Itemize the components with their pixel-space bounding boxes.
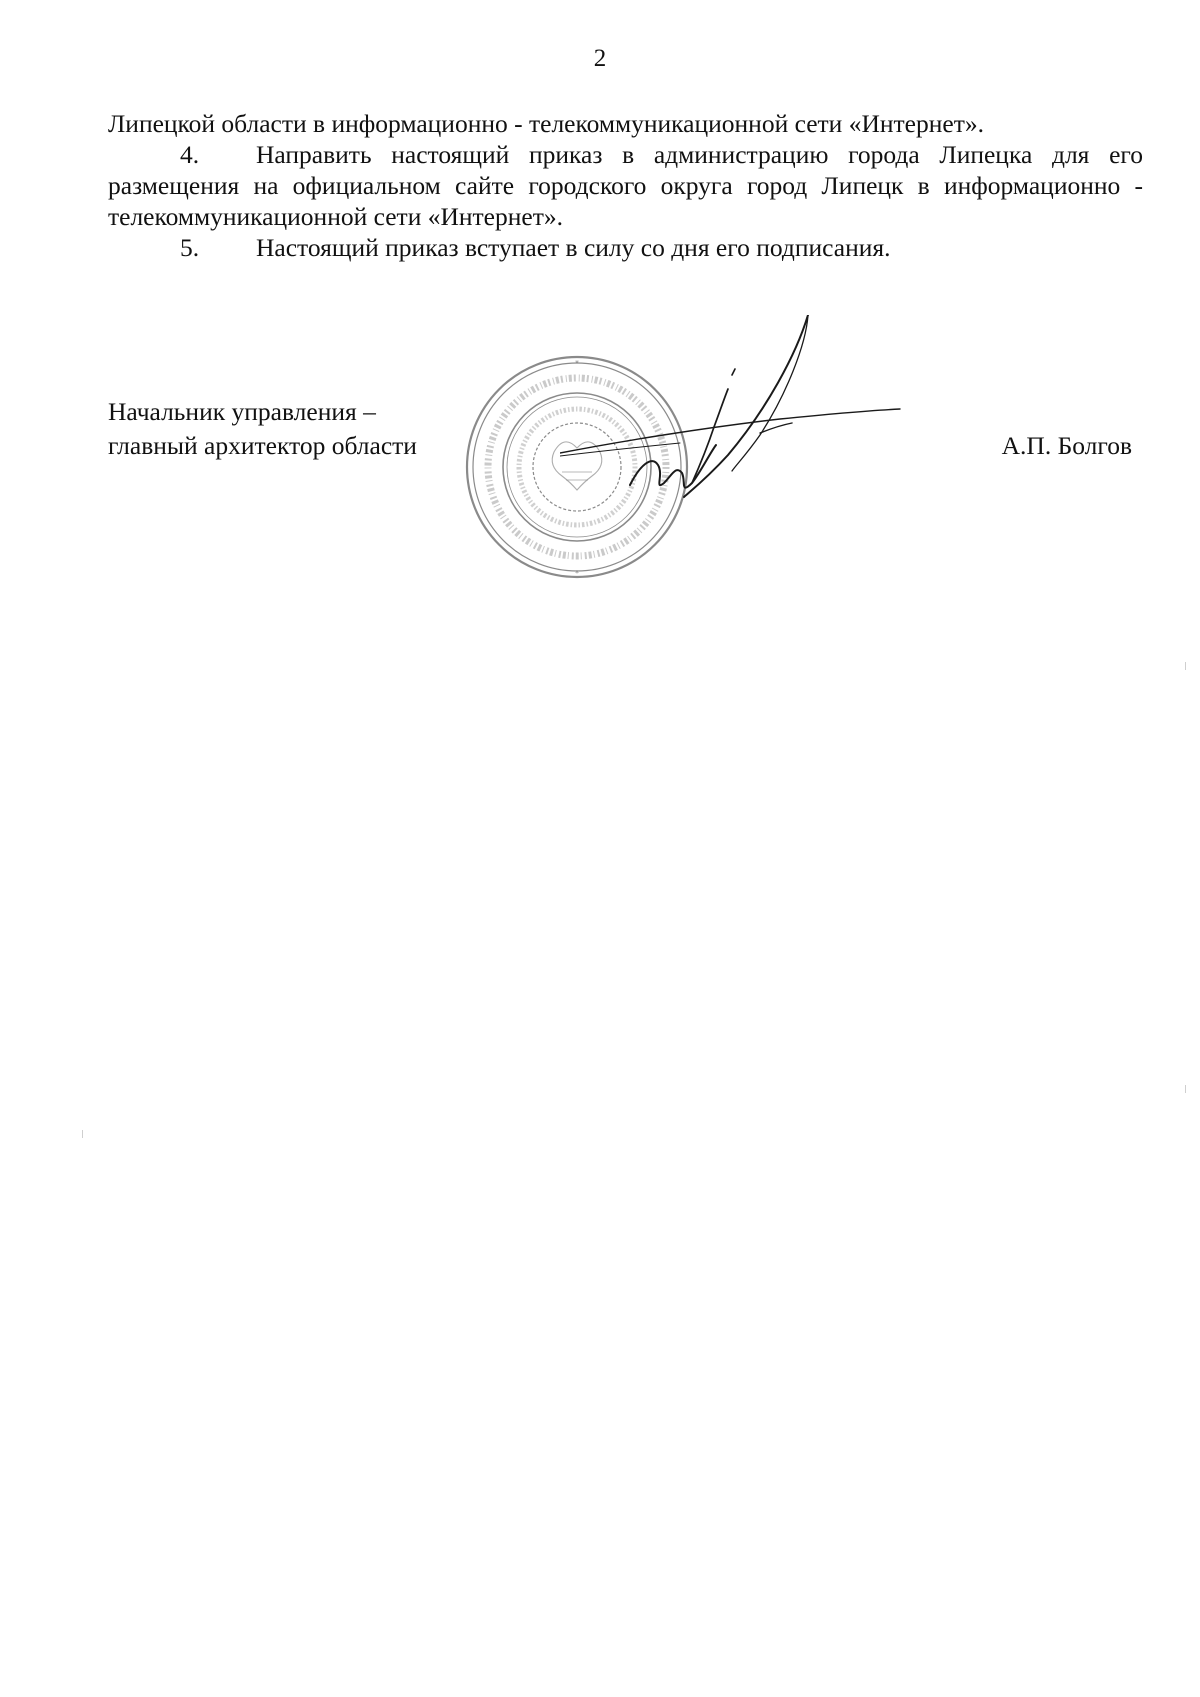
svg-text:*: * — [575, 569, 579, 578]
scan-artifact — [82, 1130, 83, 1138]
signer-position — [108, 395, 417, 463]
paragraph-text: Настоящий приказ вступает в силу со дня его подписания. — [256, 233, 891, 262]
position-line-1: Начальник управления – — [108, 397, 376, 426]
paragraph-text: Направить настоящий приказ в администрацию города Липецка для его размещения на официальном сайте городского округа город Липецк в информационно - телекоммуникационной сети «Интернет». — [108, 140, 1143, 231]
paragraph-number: 5. — [180, 233, 200, 262]
position-line-2: главный архитектор области — [108, 431, 417, 460]
paragraph-5 — [108, 232, 1143, 263]
paragraph-4 — [108, 139, 1143, 232]
scan-artifact — [1185, 1085, 1186, 1093]
continuation-line: Липецкой области в информационно - телекоммуникационной сети «Интернет». — [108, 109, 984, 138]
scan-artifact — [1185, 662, 1186, 670]
handwritten-signature-icon — [560, 315, 920, 545]
page-number: 2 — [593, 45, 607, 72]
signer-name: А.П. Болгов — [1001, 431, 1132, 460]
svg-text:*: * — [575, 359, 579, 368]
document-body — [108, 108, 1143, 263]
paragraph-number: 4. — [180, 140, 200, 169]
